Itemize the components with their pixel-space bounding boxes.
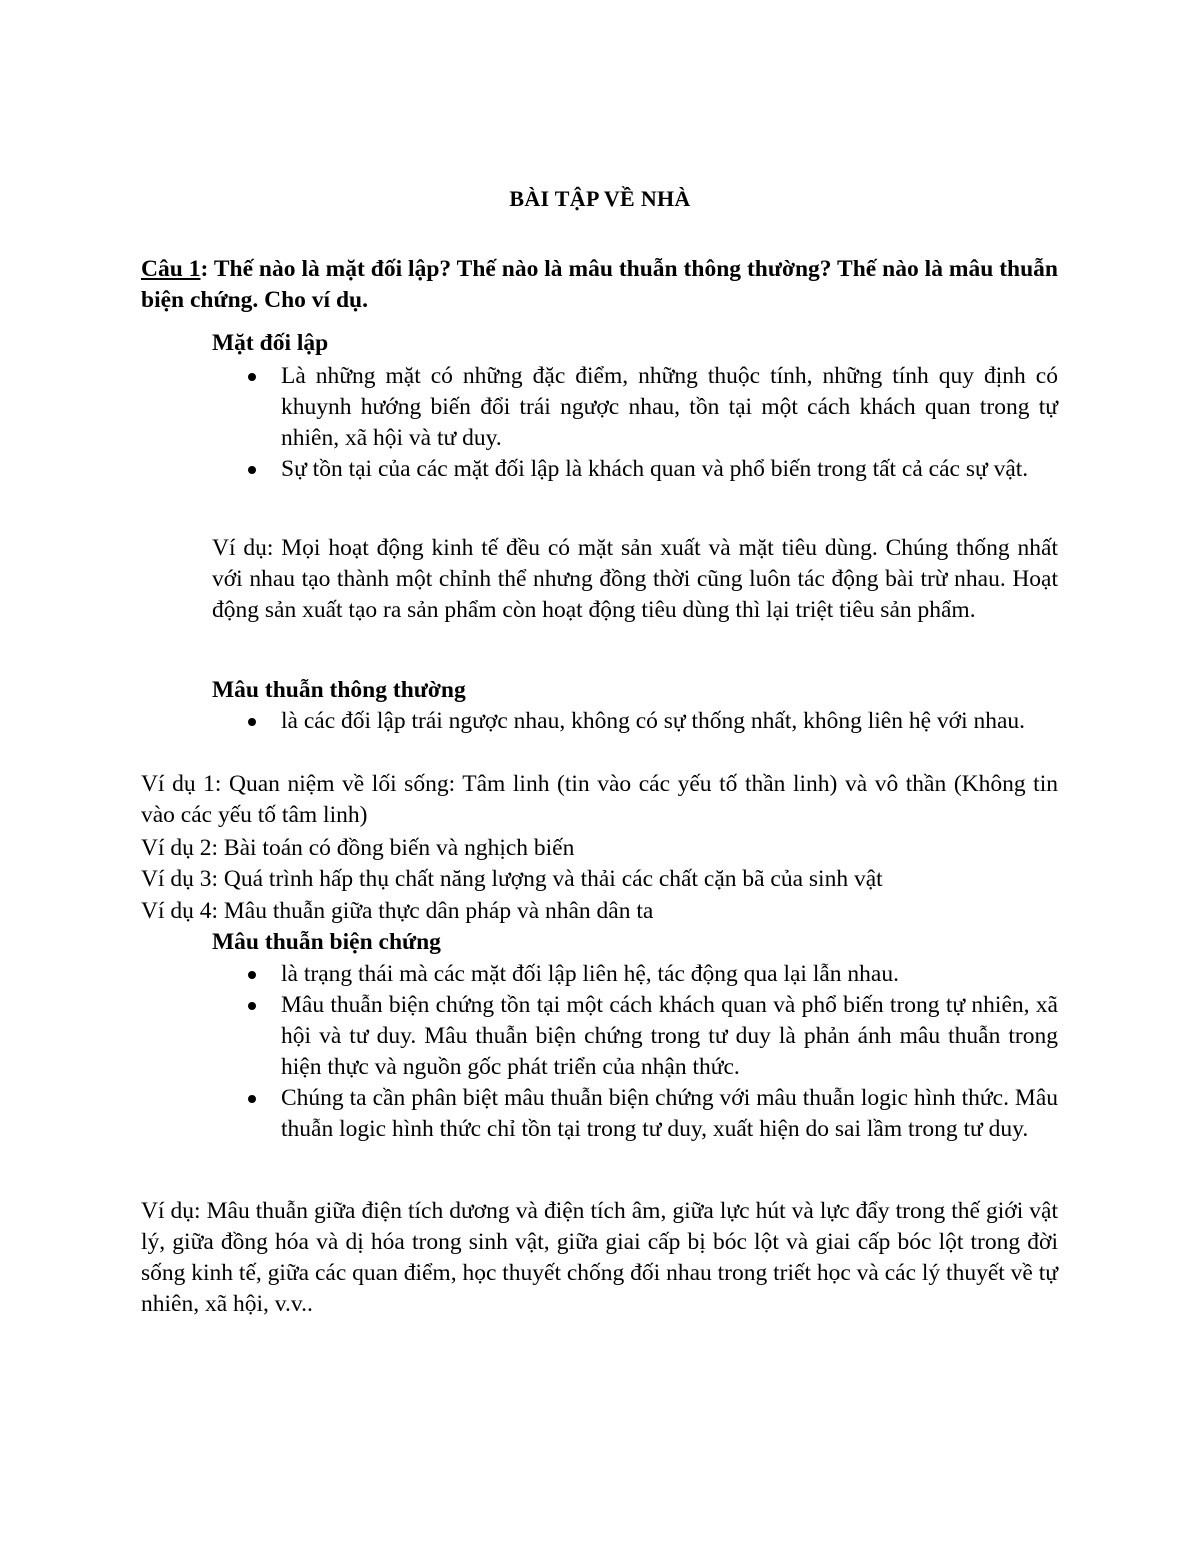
list-item-text: Sự tồn tại của các mặt đối lập là khách quan và phổ biến trong tất cả các sự vật. (281, 456, 1029, 482)
list-item (212, 959, 1058, 990)
list-item-text: là trạng thái mà các mặt đối lập liên hệ, tác động qua lại lẫn nhau. (281, 961, 899, 987)
section3-example: Ví dụ: Mâu thuẫn giữa điện tích dương và điện tích âm, giữa lực hút và lực đẩy trong thế giới vật lý, giữa đồng hóa và dị hóa trong sinh vật, giữa giai cấp bị bóc lột và giai cấp bóc lột trong đời sống kinh tế, giữa các quan điểm, học thuyết chống đối nhau trong triết học và các lý thuyết về tự nhiên, xã hội, v.v.. (141, 1198, 1058, 1317)
page-title: BÀI TẬP VỀ NHÀ (509, 186, 691, 211)
list-item (212, 706, 1058, 737)
bullet-icon (248, 373, 256, 381)
section2-example-3: Ví dụ 3: Quá trình hấp thụ chất năng lượng và thải các chất cặn bã của sinh vật (141, 866, 883, 892)
section1-bullet-list (212, 361, 1058, 485)
section2-example-1: Ví dụ 1: Quan niệm về lối sống: Tâm linh (tin vào các yếu tố thần linh) và vô thần (Không tin vào các yếu tố tâm linh) (141, 771, 1058, 828)
list-item (212, 454, 1058, 485)
section-heading-mau-thuan-bien-chung: Mâu thuẫn biện chứng (212, 929, 441, 955)
question-label: Câu 1 (141, 256, 201, 282)
section2-bullet-list (212, 706, 1058, 737)
list-item (212, 361, 1058, 454)
list-item-text: Là những mặt có những đặc điểm, những thuộc tính, những tính quy định có khuynh hướng biến đổi trái ngược nhau, tồn tại một cách khách quan trong tự nhiên, xã hội và tư duy. (281, 363, 1058, 451)
list-item-text: là các đối lập trái ngược nhau, không có sự thống nhất, không liên hệ với nhau. (281, 708, 1026, 734)
section-heading-mat-doi-lap: Mặt đối lập (212, 330, 329, 356)
bullet-icon (248, 718, 256, 726)
section2-example-2: Ví dụ 2: Bài toán có đồng biến và nghịch biến (141, 835, 575, 861)
section-heading-mau-thuan-thong-thuong: Mâu thuẫn thông thường (212, 677, 466, 703)
bullet-icon (248, 466, 256, 474)
section2-example-4: Ví dụ 4: Mâu thuẫn giữa thực dân pháp và nhân dân ta (141, 898, 654, 924)
section3-bullet-list (212, 959, 1058, 1145)
bullet-icon (248, 1002, 256, 1010)
list-item-text: Chúng ta cần phân biệt mâu thuẫn biện chứng với mâu thuẫn logic hình thức. Mâu thuẫn logic hình thức chỉ tồn tại trong tư duy, xuất hiện do sai lầm trong tư duy. (281, 1085, 1058, 1142)
list-item-text: Mâu thuẫn biện chứng tồn tại một cách khách quan và phổ biến trong tự nhiên, xã hội và tư duy. Mâu thuẫn biện chứng trong tư duy là phản ánh mâu thuẫn trong hiện thực và nguồn gốc phát triển của nhận thức. (281, 992, 1058, 1080)
question-1 (141, 254, 1058, 316)
bullet-icon (248, 1095, 256, 1103)
bullet-icon (248, 971, 256, 979)
list-item (212, 990, 1058, 1083)
list-item (212, 1083, 1058, 1145)
question-text: : Thế nào là mặt đối lập? Thế nào là mâu thuẫn thông thường? Thế nào là mâu thuẫn biện chứng. Cho ví dụ. (141, 256, 1058, 313)
section1-example: Ví dụ: Mọi hoạt động kinh tế đều có mặt sản xuất và mặt tiêu dùng. Chúng thống nhất với nhau tạo thành một chỉnh thể nhưng đồng thời cũng luôn tác động bài trừ nhau. Hoạt động sản xuất tạo ra sản phẩm còn hoạt động tiêu dùng thì lại triệt tiêu sản phẩm. (212, 535, 1058, 623)
